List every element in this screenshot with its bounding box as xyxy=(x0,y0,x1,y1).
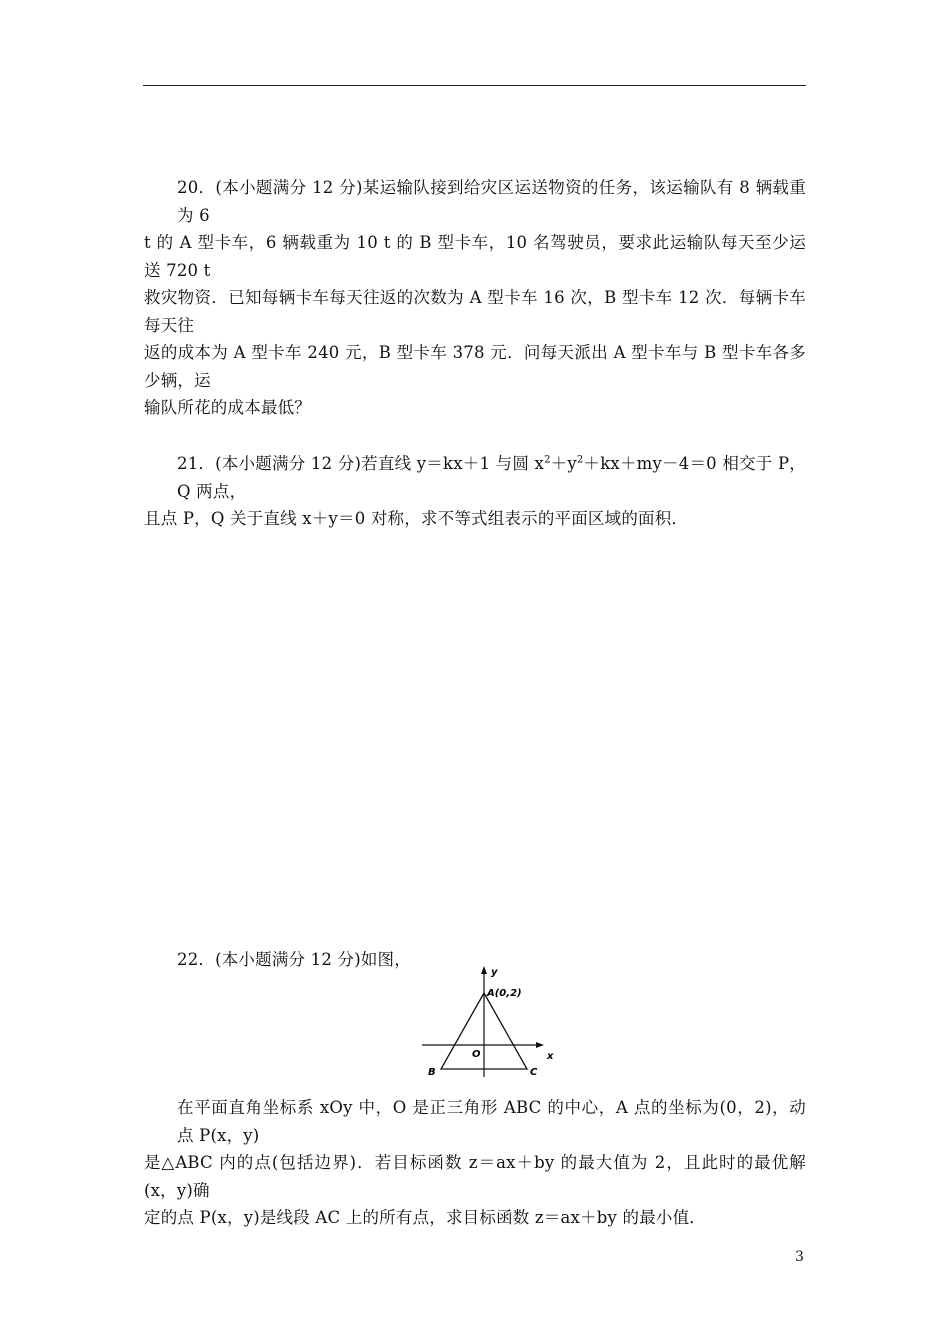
label-a: A(0,2) xyxy=(487,988,522,999)
q20-line-4: 返的成本为 A 型卡车 240 元，B 型卡车 378 元．问每天派出 A 型卡车与 B 型卡车各多少辆，运 xyxy=(144,343,806,390)
q22-header: 22．(本小题满分 12 分)如图， xyxy=(177,950,411,969)
q21-line-2: 且点 P，Q 关于直线 x＋y＝0 对称，求不等式组表示的平面区域的面积． xyxy=(144,509,689,528)
q21-text-a: 21．(本小题满分 12 分)若直线 y＝kx＋1 与圆 x xyxy=(177,454,545,473)
q21-sup-2: 2 xyxy=(576,454,584,466)
label-x: x xyxy=(547,1051,554,1062)
q20-line-5: 输队所花的成本最低？ xyxy=(144,398,311,417)
page-number: 3 xyxy=(795,1249,804,1265)
question-20 xyxy=(144,174,806,422)
header-rule xyxy=(143,85,806,86)
q22-line-2: 是△ABC 内的点(包括边界)．若目标函数 z＝ax＋by 的最大值为 2，且此时的最优解(x，y)确 xyxy=(144,1153,806,1200)
q21-sup-1: 2 xyxy=(544,454,551,466)
label-b: B xyxy=(428,1067,436,1078)
question-21 xyxy=(144,450,806,533)
q21-text-b: ＋y xyxy=(550,454,577,473)
y-axis-arrow xyxy=(481,966,487,974)
q20-line-3: 救灾物资．已知每辆卡车每天往返的次数为 A 型卡车 16 次，B 型卡车 12 次．每辆卡车每天往 xyxy=(144,288,806,335)
label-y: y xyxy=(491,967,498,978)
label-c: C xyxy=(530,1067,538,1078)
q21-text-c: ＋kx＋my－4＝0 相交于 P，Q 两点， xyxy=(177,454,806,501)
q20-line-1: 20．(本小题满分 12 分)某运输队接到给灾区运送物资的任务，该运输队有 8 辆载重为 6 xyxy=(177,178,806,225)
label-o: O xyxy=(472,1049,481,1060)
q22-line-3: 定的点 P(x，y)是线段 AC 上的所有点，求目标函数 z＝ax＋by 的最小值． xyxy=(144,1208,706,1227)
x-axis-arrow xyxy=(536,1042,544,1048)
q21-line-1 xyxy=(144,450,806,505)
q20-line-2: t 的 A 型卡车，6 辆载重为 10 t 的 B 型卡车，10 名驾驶员，要求此运输队每天至少运送 720 t xyxy=(144,233,806,280)
triangle-figure xyxy=(420,962,570,1082)
question-22-body xyxy=(144,1094,806,1232)
q22-line-1: 在平面直角坐标系 xOy 中，O 是正三角形 ABC 的中心，A 点的坐标为(0，2)，动点 P(x，y) xyxy=(177,1098,806,1145)
